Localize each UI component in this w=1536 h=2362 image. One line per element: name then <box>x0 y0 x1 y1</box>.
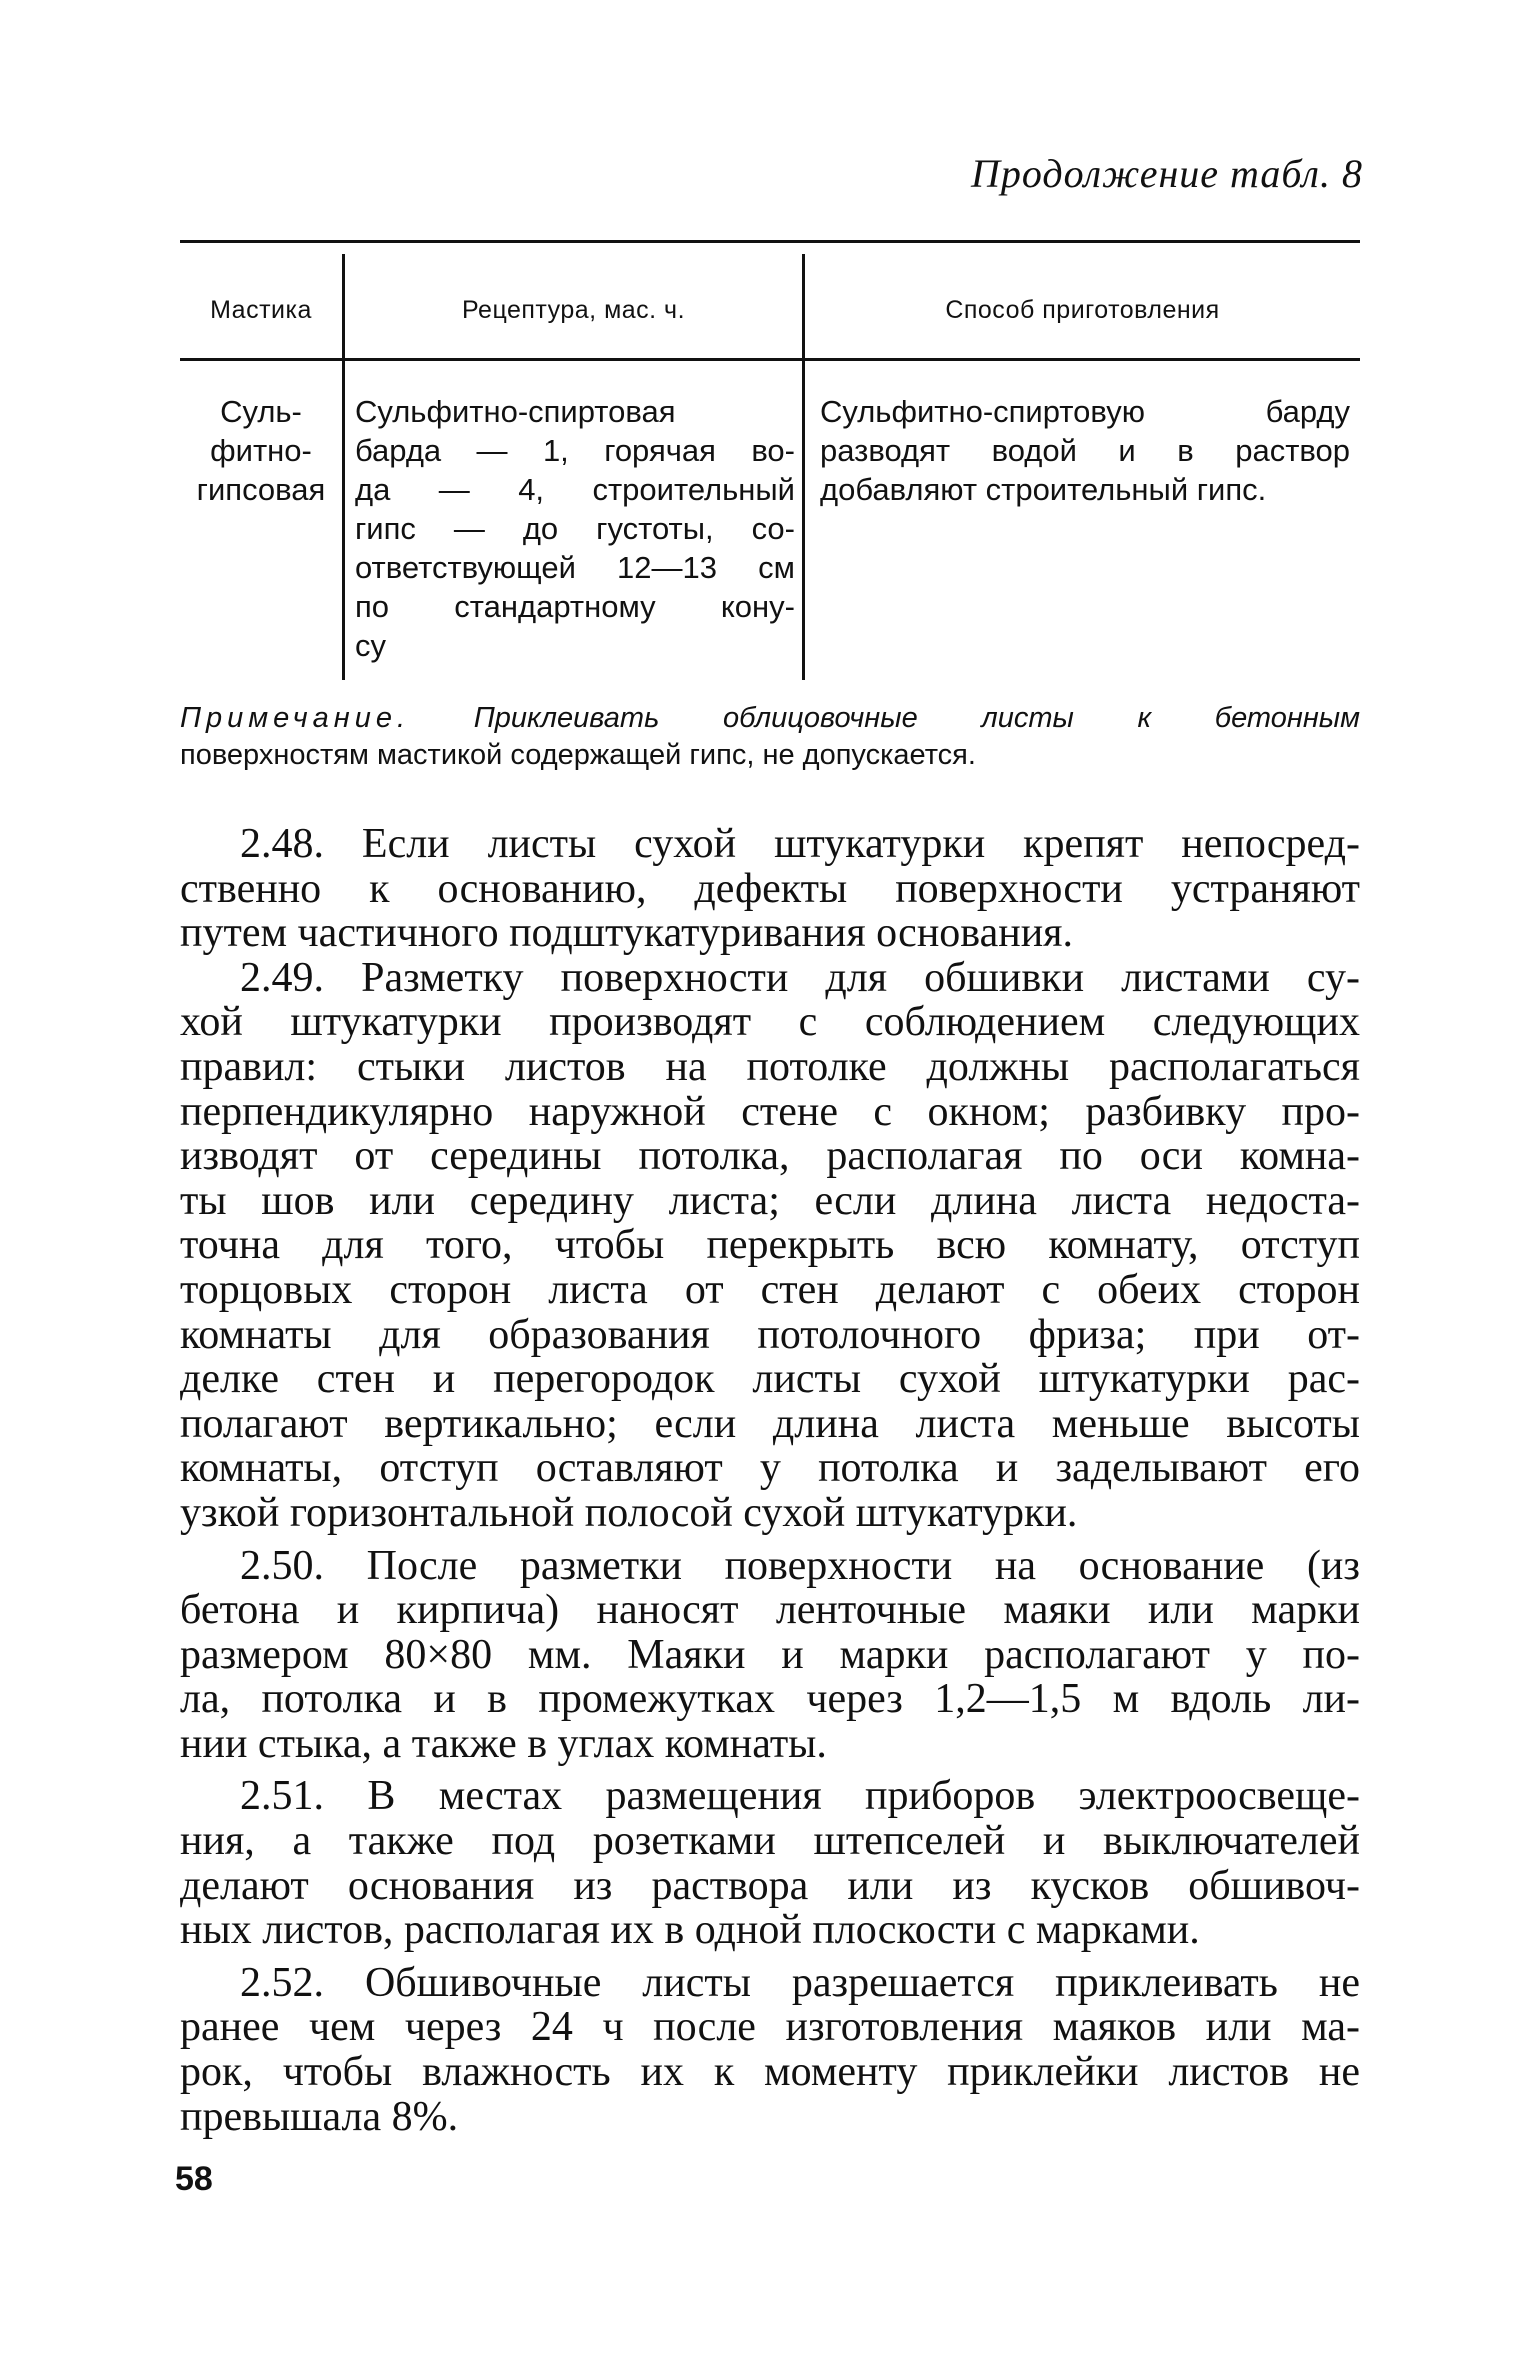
paragraph-line: 2.51. В местах размещения приборов электроосвеще- <box>240 1773 1360 1820</box>
cell-line: Сульфитно-спиртовая <box>355 394 676 429</box>
note-line: поверхностям мастикой содержащей гипс, не допускается. <box>180 739 976 771</box>
paragraph-line: ственно к основанию, дефекты поверхности устраняют <box>180 865 1360 912</box>
paragraph-line: комнаты, отступ оставляют у потолка и заделывают его <box>180 1445 1360 1492</box>
paragraph-line: перпендикулярно наружной стене с окном; разбивку про- <box>180 1088 1360 1135</box>
table-note <box>180 700 1360 774</box>
note-text: Приклеивать облицовочные листы к бетонным <box>473 702 1360 734</box>
cell-line: гипс — до густоты, со- <box>355 511 795 546</box>
column-header-recipe: Рецептура, мас. ч. <box>461 296 686 324</box>
paragraph-line: превышала 8%. <box>180 2093 459 2140</box>
page-number: 58 <box>175 2160 213 2198</box>
paragraph-line: 2.49. Разметку поверхности для обшивки листами су- <box>240 954 1360 1001</box>
cell-line: ответствующей 12—13 см <box>355 550 795 585</box>
cell-line: по стандартному кону- <box>355 589 795 624</box>
cell-line: фитно- <box>210 433 312 468</box>
paragraph-line: торцовых сторон листа от стен делают с обеих сторон <box>180 1266 1360 1313</box>
paragraph-line: 2.52. Обшивочные листы разрешается приклеивать не <box>240 1959 1360 2006</box>
column-header-mastic: Мастика <box>210 296 312 324</box>
table-cell-recipe <box>355 392 795 665</box>
table-continuation-caption: Продолжение табл. 8 <box>970 151 1363 196</box>
paragraph-line: точна для того, чтобы перекрыть всю комнату, отступ <box>180 1222 1360 1269</box>
paragraph-line: ла, потолка и в промежутках через 1,2—1,5 м вдоль ли- <box>180 1676 1360 1723</box>
paragraph-line: бетона и кирпича) наносят ленточные маяки или марки <box>180 1587 1360 1634</box>
table-cell-method <box>820 392 1350 509</box>
paragraph-line: делают основания из раствора или из кусков обшивоч- <box>180 1862 1360 1909</box>
cell-line: су <box>355 628 386 663</box>
cell-line: добавляют строительный гипс. <box>820 472 1267 507</box>
cell-line: Суль- <box>220 394 302 429</box>
paragraph-line: делке стен и перегородок листы сухой штукатурки рас- <box>180 1356 1360 1403</box>
paragraph-line: изводят от середины потолка, располагая по оси комна- <box>180 1133 1360 1180</box>
paragraph-line: размером 80×80 мм. Маяки и марки располагают у по- <box>180 1631 1360 1678</box>
paragraph-line: ния, а также под розетками штепселей и выключателей <box>180 1818 1360 1865</box>
paragraph-line: ранее чем через 24 ч после изготовления маяков или ма- <box>180 2004 1360 2051</box>
paragraph-line: рок, чтобы влажность их к моменту приклейки листов не <box>180 2049 1360 2096</box>
body-text <box>180 822 1360 2139</box>
column-header-method: Способ приготовления <box>945 296 1220 324</box>
paragraph-line: ных листов, располагая их в одной плоскости с марками. <box>180 1907 1200 1954</box>
cell-line: гипсовая <box>196 472 326 507</box>
paragraph-line: ты шов или середину листа; если длина листа недоста- <box>180 1177 1360 1224</box>
paragraph <box>180 1961 1360 2139</box>
paragraph-line: нии стыка, а также в углах комнаты. <box>180 1720 827 1767</box>
paragraph <box>180 956 1360 1536</box>
table-top-rule <box>180 240 1360 243</box>
note-label: Примечание. <box>180 702 411 734</box>
paragraph-line: хой штукатурки производят с соблюдением следующих <box>180 999 1360 1046</box>
paragraph-line: правил: стыки листов на потолке должны располагаться <box>180 1043 1360 1090</box>
paragraph-line: 2.50. После разметки поверхности на основание (из <box>240 1542 1360 1589</box>
cell-line: да — 4, строительный <box>355 472 795 507</box>
paragraph-line: узкой горизонтальной полосой сухой штукатурки. <box>180 1489 1078 1536</box>
paragraph <box>180 1774 1360 1952</box>
paragraph <box>180 822 1360 956</box>
paragraph-line: путем частичного подштукатуривания основания. <box>180 910 1073 957</box>
note-line <box>180 700 1360 737</box>
paragraph-line: комнаты для образования потолочного фриза; при от- <box>180 1311 1360 1358</box>
cell-line: Сульфитно-спиртовую барду <box>820 394 1350 429</box>
paragraph-line: 2.48. Если листы сухой штукатурки крепят непосред- <box>240 821 1360 867</box>
paragraph <box>180 1544 1360 1767</box>
table-cell-mastic <box>186 392 336 509</box>
paragraph-line: полагают вертикально; если длина листа меньше высоты <box>180 1400 1360 1447</box>
cell-line: барда — 1, горячая во- <box>355 433 795 468</box>
mastic-table <box>180 240 1360 682</box>
cell-line: разводят водой и в раствор <box>820 433 1350 468</box>
table-header-rule <box>180 358 1360 361</box>
